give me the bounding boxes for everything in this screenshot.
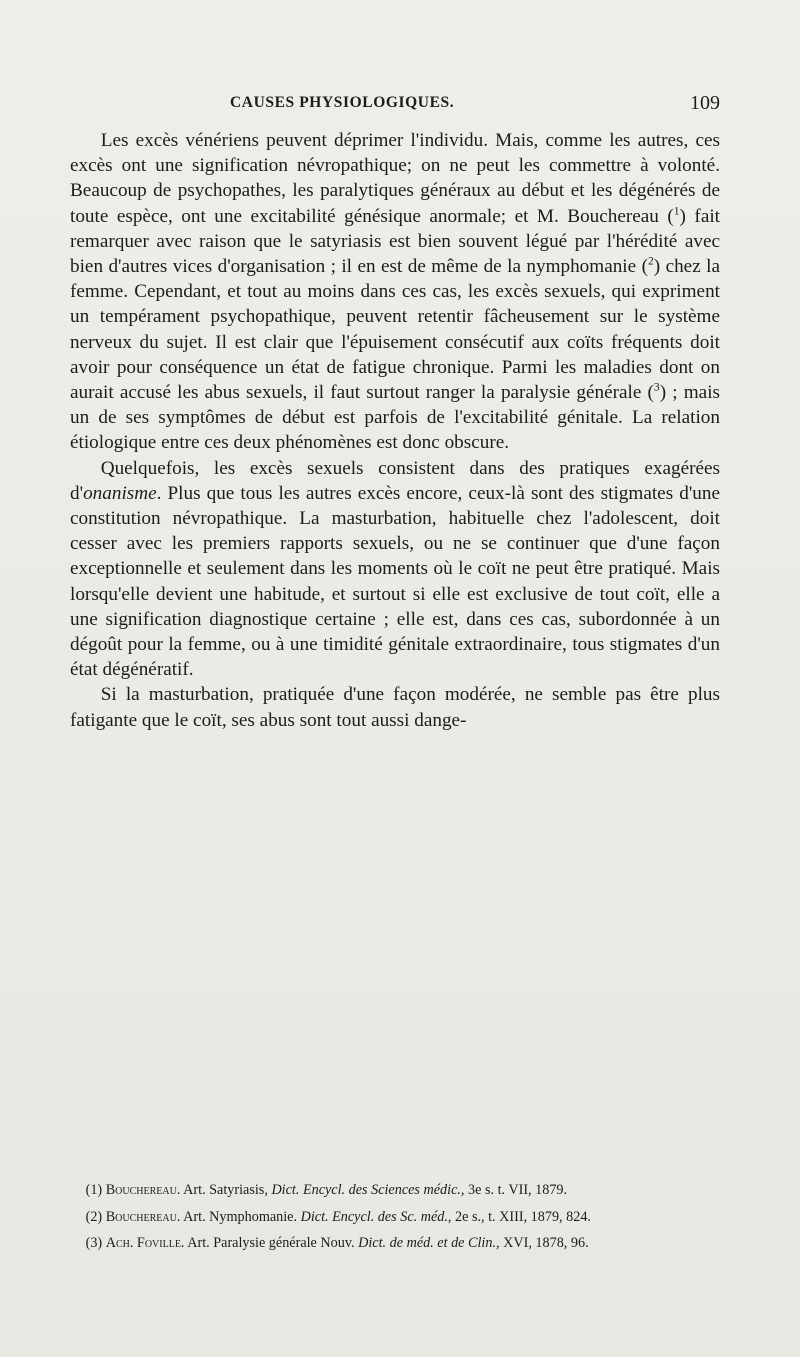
paragraph-1: Les excès vénériens peuvent déprimer l'individu. Mais, comme les autres, ces excès ont une signification névropathique; on ne peut les commettre à volonté. Beaucoup de psychopathes, les paralytiques généraux au début et les dégénérés de toute espèce, ont une excitabilité génésique anormale; et M. Bouchereau ($^1$) fait remarquer avec raison que le satyriasis est bien souvent légué par l'hérédité avec bien d'autres vices d'organisation ; il en est de même de la nymphomanie ($^2$) chez la femme. Cependant, et tout au moins dans ces cas, les excès sexuels, qui expriment un tempérament psychopathique, peuvent retentir fâcheusement sur le système nerveux du sujet. Il est clair que l'épuisement consécutif aux coïts fréquents doit avoir pour conséquence un état de fatigue chronique. Parmi les maladies dont on aurait accusé les abus sexuels, il faut surtout ranger la paralysie générale ($^3$) ; mais un de ses symptômes de début est parfois de l'excitabilité génitale. La relation étiologique entre ces deux phénomènes est donc obscure. [70, 130, 720, 454]
footnote-2: (2) Bouchereau. Art. Nymphomanie. Dict. Encycl. des Sc. méd., 2e s., t. XIII, 1879, 824. [85, 1208, 591, 1225]
paragraph-2: Quelquefois, les excès sexuels consistent dans des pratiques exagérées d'onanisme. Plus que tous les autres excès encore, ceux-là sont des stigmates d'une constitution névropathique. La masturbation, habituelle chez l'adolescent, doit cesser avec les premiers rapports sexuels, ou ne se continuer que d'une façon exceptionnelle et seulement dans les moments où le coït ne peut être pratiqué. Mais lorsqu'elle devient une habitude, et surtout si elle est exclusive de tout coït, elle a une signification diagnostique certaine ; elle est, dans ces cas, subordonnée à un dégoût pour la femme, ou à une timidité génitale extraordinaire, tous stigmates d'un état dégénératif. [70, 457, 720, 681]
footnote-3: (3) Ach. Foville. Art. Paralysie générale Nouv. Dict. de méd. et de Clin., XVI, 1878, 96. [85, 1235, 589, 1251]
footnote-1: (1) Bouchereau. Art. Satyriasis, Dict. Encycl. des Sciences médic., 3e s. t. VII, 1879. [85, 1182, 568, 1198]
body-text [70, 128, 720, 733]
footnote-ref-1: 1 [673, 205, 680, 218]
footnotes [70, 1180, 720, 1260]
emphasis-onanisme: onanisme [83, 482, 157, 504]
running-title: CAUSES PHYSIOLOGIQUES. [230, 94, 455, 111]
page-number: 109 [690, 92, 720, 114]
page-header [60, 92, 720, 120]
paragraph-3: Si la masturbation, pratiquée d'une façon modérée, ne semble pas être plus fatigante que le coït, ses abus sont tout aussi dange- [70, 684, 720, 731]
footnote-ref-3: 3 [653, 381, 660, 394]
footnote-ref-2: 2 [647, 255, 654, 268]
